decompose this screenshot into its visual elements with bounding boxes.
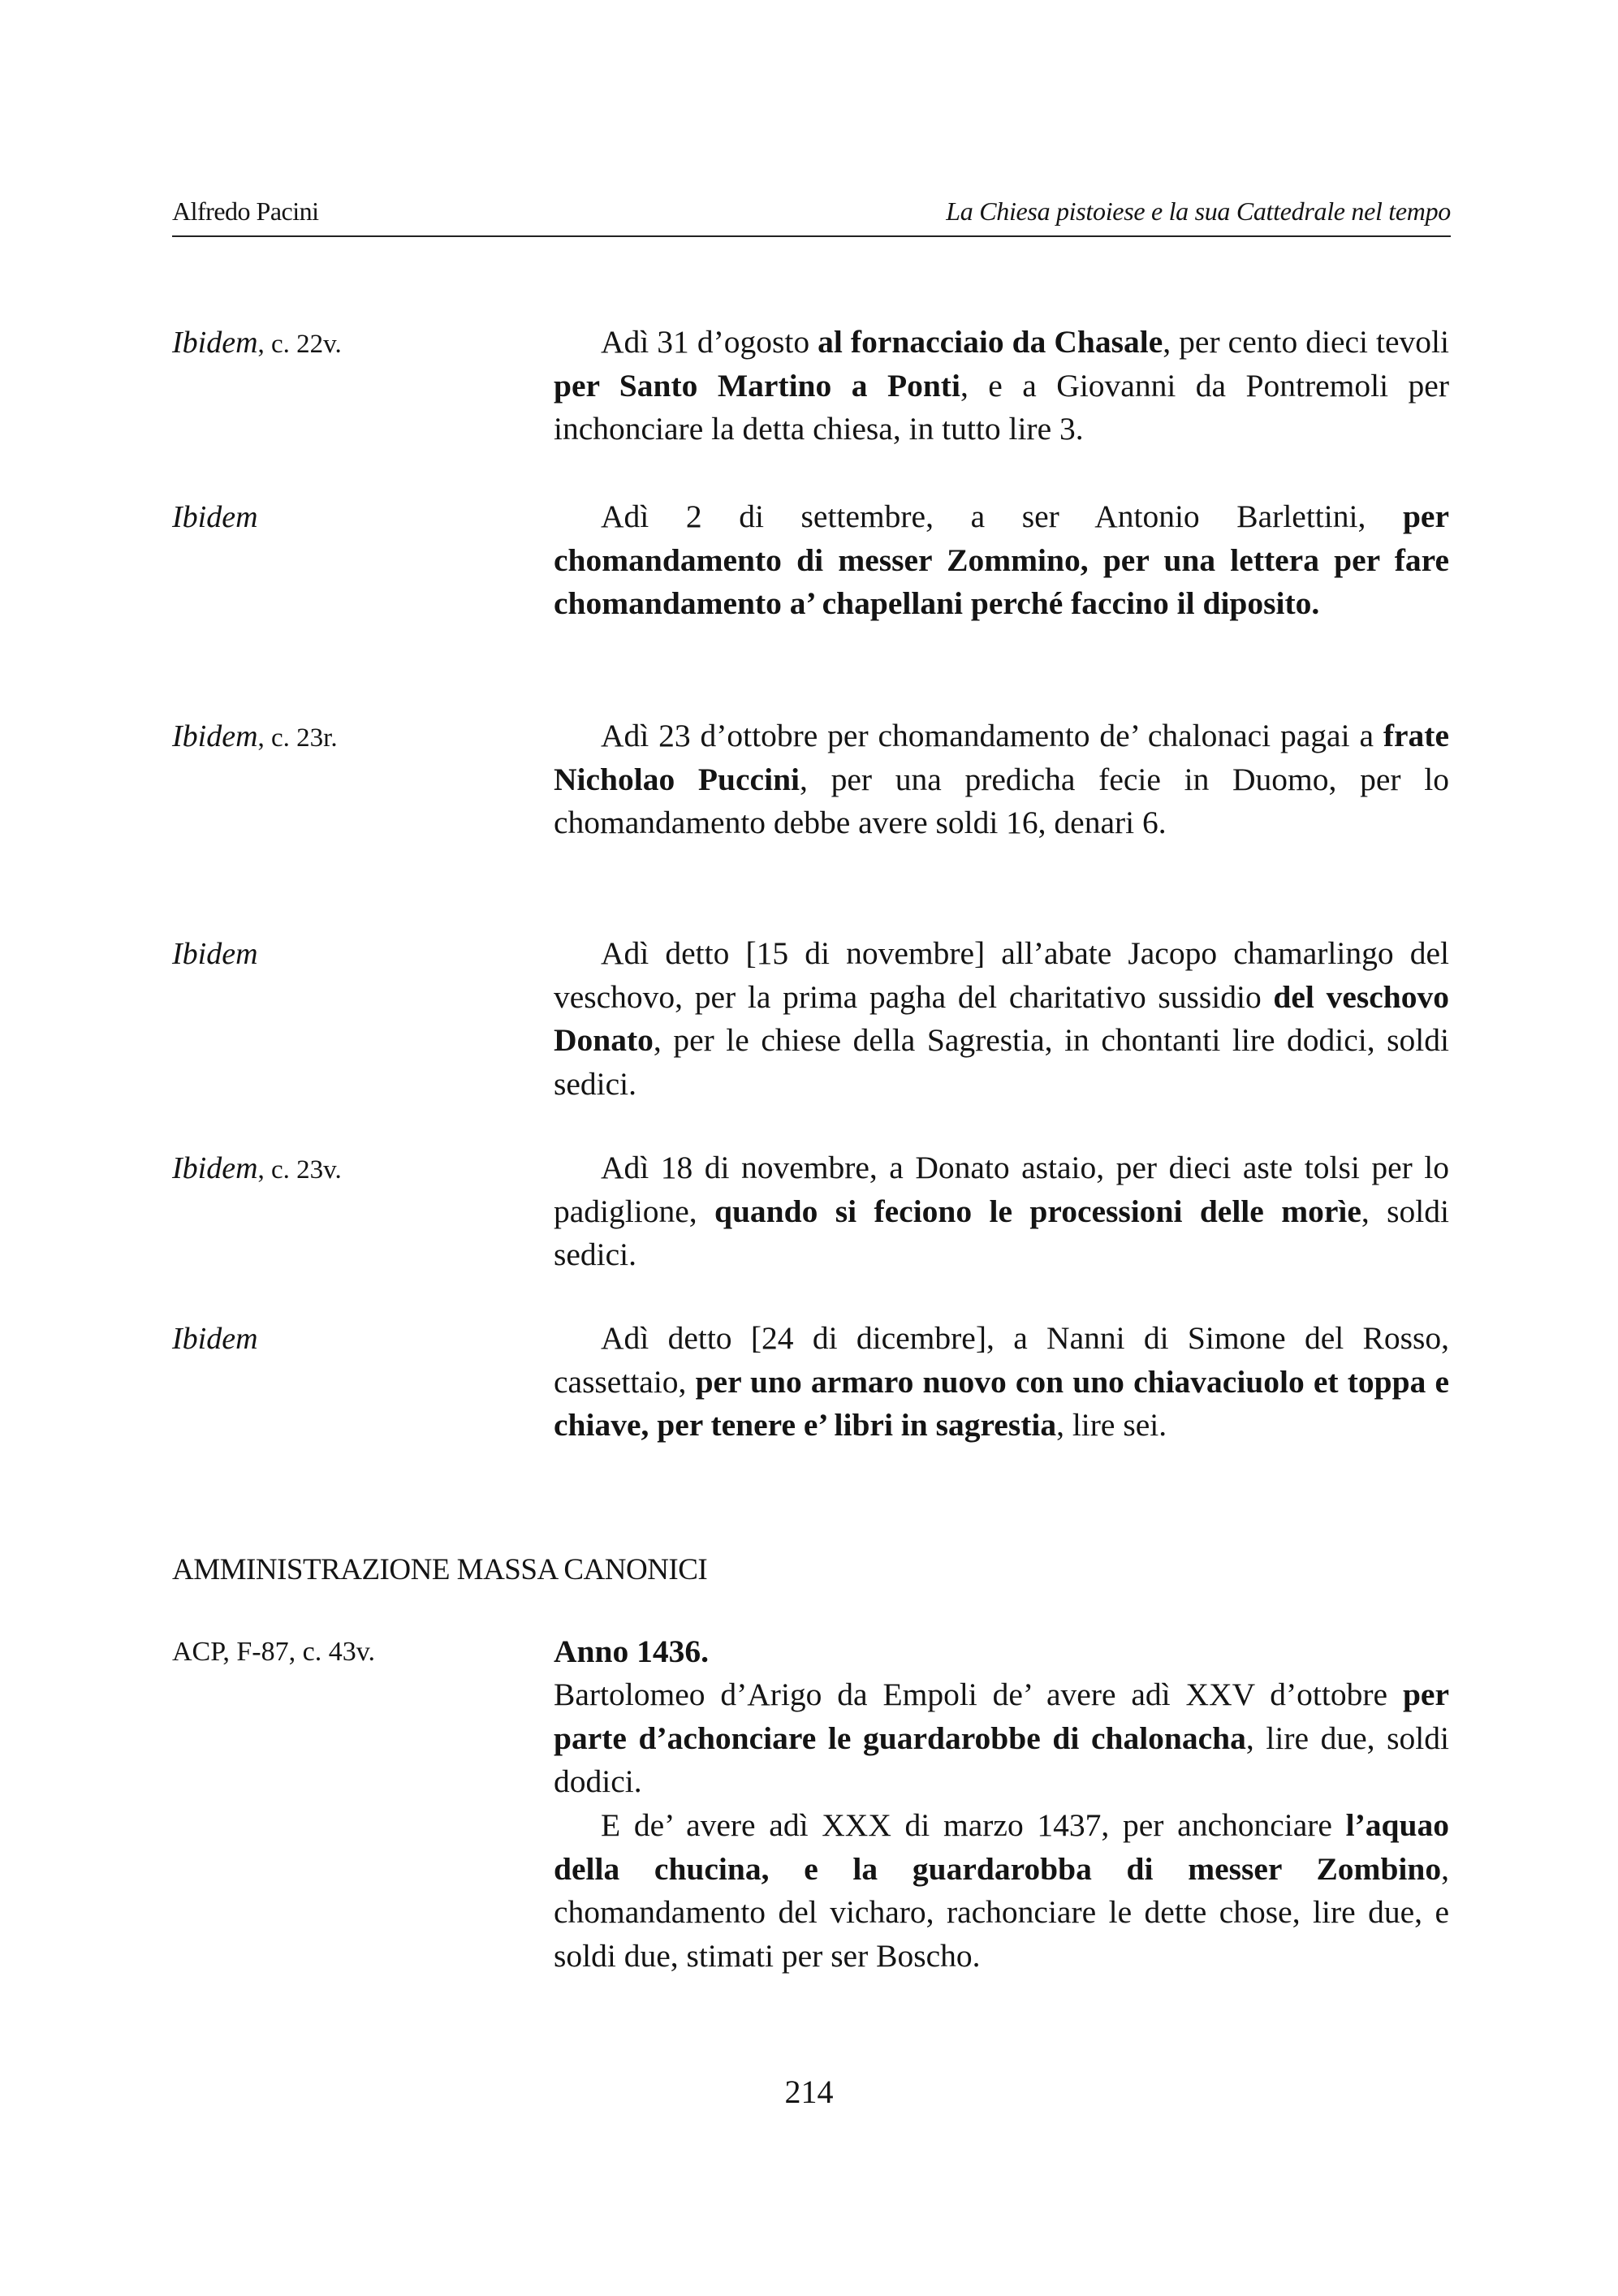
archive-reference <box>172 1317 258 1362</box>
running-head <box>172 195 1451 237</box>
page-number: 214 <box>784 2074 834 2110</box>
text-run: , soldi sedici. <box>554 1193 1449 1272</box>
emphasized-text: del veschovo Donato <box>554 978 1449 1058</box>
reference-ibidem: Ibidem <box>172 937 258 971</box>
reference-folio: , c. 23r. <box>257 723 338 753</box>
text-run: , per una predicha fecie in Duomo, per lo chomandamento debbe avere soldi 16, denari 6. <box>554 761 1449 840</box>
archive-reference: ACP, F-87, c. 43v. <box>172 1637 375 1667</box>
reference-folio: , c. 22v. <box>257 330 342 359</box>
text-run: , lire due, soldi dodici. <box>554 1720 1449 1799</box>
text-run: Adì 2 di settembre, a ser Antonio Barlettini, <box>601 498 1403 534</box>
text-run: Adì 23 d’ottobre per chomandamento de’ chalonaci pagai a <box>601 718 1383 753</box>
running-head-author: Alfredo Pacini <box>172 196 319 226</box>
archive-reference <box>172 932 258 978</box>
archive-reference <box>172 321 342 366</box>
text-run: Bartolomeo d’Arigo da Empoli de’ avere adì XXV d’ottobre <box>554 1677 1403 1712</box>
text-run: Adì 31 d’ogosto <box>601 324 818 360</box>
reference-ibidem: Ibidem <box>172 719 258 753</box>
entry-text <box>554 495 1449 626</box>
text-run: Adì 18 di novembre, a Donato astaio, per dieci aste tolsi per lo padiglione, <box>554 1150 1449 1229</box>
running-head-title: La Chiesa pistoiese e la sua Cattedrale nel tempo <box>946 196 1451 226</box>
reference-folio: , c. 23v. <box>257 1155 342 1185</box>
entry-text <box>554 1146 1449 1277</box>
text-run: E de’ avere adì XXX di marzo 1437, per anchonciare <box>601 1807 1346 1843</box>
text-run: , per cento dieci tevoli <box>1163 324 1450 360</box>
text-run: Adì detto [15 di novembre] all’abate Jacopo chamarlingo del veschovo, per la prima pagha del charitativo sussidio <box>554 935 1449 1015</box>
archive-reference <box>172 714 338 760</box>
archive-reference <box>172 1146 342 1192</box>
emphasized-text: al fornacciaio da Chasale <box>818 324 1163 360</box>
entry-text <box>554 321 1449 451</box>
emphasized-text: l’aquao della chucina, e la guardarobba di messer Zombino <box>554 1807 1449 1887</box>
emphasized-text: per Santo Martino a Ponti <box>554 367 960 404</box>
text-run: , per le chiese della Sagrestia, in chontanti lire dodici, soldi sedici. <box>554 1022 1449 1102</box>
emphasized-text: frate Nicholao Puccini <box>554 718 1449 797</box>
emphasized-text: per uno armaro nuovo con uno chiavaciuolo et toppa e chiave, per tenere e’ libri in sagrestia <box>554 1363 1449 1443</box>
year-heading: Anno 1436. <box>554 1634 709 1669</box>
entry-text <box>554 1317 1449 1448</box>
section-paragraph <box>554 1804 1449 1978</box>
reference-ibidem: Ibidem <box>172 1322 258 1356</box>
emphasized-text: quando si feciono le processioni delle morìe <box>714 1193 1361 1229</box>
text-run: , chomandamento del vicharo, rachonciare le dette chose, lire due, e soldi due, stimati per ser Boscho. <box>554 1850 1449 1974</box>
section-paragraph <box>554 1673 1449 1804</box>
reference-ibidem: Ibidem <box>172 1151 258 1185</box>
reference-ibidem: Ibidem <box>172 500 258 534</box>
text-run: , e a Giovanni da Pontremoli per inchonciare la detta chiesa, in tutto lire 3. <box>554 367 1449 447</box>
reference-ibidem: Ibidem <box>172 326 258 360</box>
entry-text <box>554 932 1449 1106</box>
archive-reference <box>172 495 258 541</box>
text-run: , lire sei. <box>1056 1407 1167 1443</box>
entry-text <box>554 714 1449 845</box>
emphasized-text: per parte d’achonciare le guardarobbe di chalonacha <box>554 1677 1449 1756</box>
text-run: Adì detto [24 di dicembre], a Nanni di Simone del Rosso, cassettaio, <box>554 1320 1449 1400</box>
section-heading: AMMINISTRAZIONE MASSA CANONICI <box>172 1553 708 1586</box>
emphasized-text: per chomandamento di messer Zommino, per una lettera per fare chomandamento a’ chapellani perché faccino il diposito. <box>554 498 1449 621</box>
